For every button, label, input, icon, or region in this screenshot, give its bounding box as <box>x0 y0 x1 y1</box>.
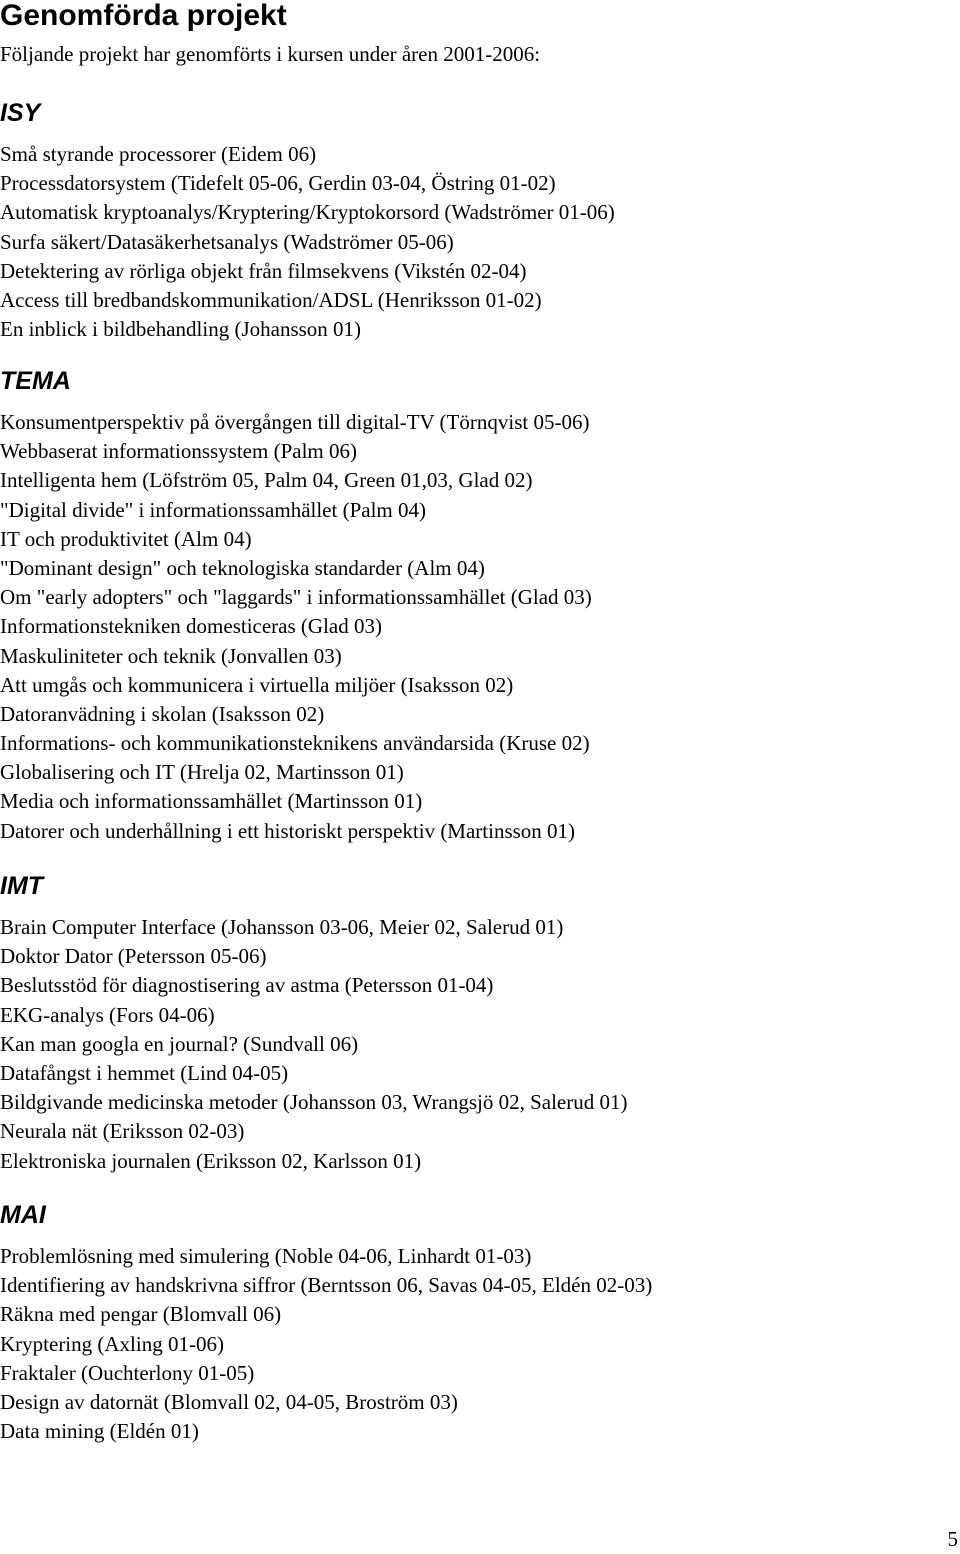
project-list <box>0 913 940 1176</box>
project-item: Problemlösning med simulering (Noble 04-06, Linhardt 01-03) <box>0 1244 532 1268</box>
project-item: Doktor Dator (Petersson 05-06) <box>0 944 267 969</box>
project-item: Informations- och kommunikationsteknikens användarsida (Kruse 02) <box>0 731 590 756</box>
section-heading: TEMA <box>0 367 71 395</box>
section-mai <box>0 1199 940 1446</box>
project-item: Globalisering och IT (Hrelja 02, Martinsson 01) <box>0 760 404 785</box>
project-item: Bildgivande medicinska metoder (Johansson 03, Wrangsjö 02, Salerud 01) <box>0 1090 628 1115</box>
project-list <box>0 140 940 344</box>
project-item: EKG-analys (Fors 04-06) <box>0 1002 215 1027</box>
project-item: Identifiering av handskrivna siffror (Berntsson 06, Savas 04-05, Eldén 02-03) <box>0 1273 653 1298</box>
project-item: Detektering av rörliga objekt från filmsekvens (Vikstén 02-04) <box>0 258 527 283</box>
project-item: Processdatorsystem (Tidefelt 05-06, Gerdin 03-04, Östring 01-02) <box>0 171 556 196</box>
project-item: Datafångst i hemmet (Lind 04-05) <box>0 1060 289 1085</box>
project-item: Intelligenta hem (Löfström 05, Palm 04, Green 01,03, Glad 02) <box>0 468 533 493</box>
section-imt <box>0 870 940 1176</box>
project-item: Surfa säkert/Datasäkerhetsanalys (Wadströmer 05-06) <box>0 229 454 254</box>
project-item: Beslutsstöd för diagnostisering av astma (Petersson 01-04) <box>0 973 494 998</box>
page-number: 5 <box>947 1527 958 1551</box>
project-item: Fraktaler (Ouchterlony 01-05) <box>0 1360 255 1385</box>
project-item: Automatisk kryptoanalys/Kryptering/Kryptokorsord (Wadströmer 01-06) <box>0 200 615 225</box>
project-item: Datoranvädning i skolan (Isaksson 02) <box>0 701 325 726</box>
section-heading: MAI <box>0 1201 46 1229</box>
project-item: Om "early adopters" och "laggards" i informationssamhället (Glad 03) <box>0 585 592 610</box>
project-item: Att umgås och kommunicera i virtuella miljöer (Isaksson 02) <box>0 672 514 697</box>
project-item: "Digital divide" i informationssamhället (Palm 04) <box>0 497 426 522</box>
project-item: Maskuliniteter och teknik (Jonvallen 03) <box>0 643 342 668</box>
project-item: Räkna med pengar (Blomvall 06) <box>0 1302 282 1327</box>
project-item: Neurala nät (Eriksson 02-03) <box>0 1119 245 1144</box>
project-item: Webbaserat informationssystem (Palm 06) <box>0 439 357 464</box>
project-item: Media och informationssamhället (Martinsson 01) <box>0 789 423 814</box>
project-item: Kryptering (Axling 01-06) <box>0 1331 224 1356</box>
section-tema <box>0 365 940 846</box>
project-item: Elektroniska journalen (Eriksson 02, Karlsson 01) <box>0 1148 422 1173</box>
project-item: Design av datornät (Blomvall 02, 04-05, Broström 03) <box>0 1389 458 1414</box>
project-item: Kan man googla en journal? (Sundvall 06) <box>0 1031 359 1056</box>
project-item: En inblick i bildbehandling (Johansson 01) <box>0 317 362 342</box>
project-list <box>0 408 940 846</box>
project-item: Små styrande processorer (Eidem 06) <box>0 142 317 166</box>
section-isy <box>0 97 940 344</box>
intro-text: Följande projekt har genomförts i kursen under åren 2001-2006: <box>0 42 541 66</box>
section-heading: IMT <box>0 872 44 900</box>
project-item: Access till bredbandskommunikation/ADSL (Henriksson 01-02) <box>0 287 542 312</box>
project-item: Datorer och underhållning i ett historiskt perspektiv (Martinsson 01) <box>0 818 576 843</box>
project-item: Brain Computer Interface (Johansson 03-06, Meier 02, Salerud 01) <box>0 915 564 939</box>
section-heading: ISY <box>0 99 41 127</box>
project-item: Informationstekniken domesticeras (Glad 03) <box>0 614 382 639</box>
project-item: "Dominant design" och teknologiska standarder (Alm 04) <box>0 555 485 580</box>
project-item: IT och produktivitet (Alm 04) <box>0 526 252 551</box>
page-title: Genomförda projekt <box>0 0 287 32</box>
project-item: Konsumentperspektiv på övergången till digital-TV (Törnqvist 05-06) <box>0 410 590 434</box>
project-list <box>0 1242 940 1446</box>
project-item: Data mining (Eldén 01) <box>0 1419 199 1444</box>
